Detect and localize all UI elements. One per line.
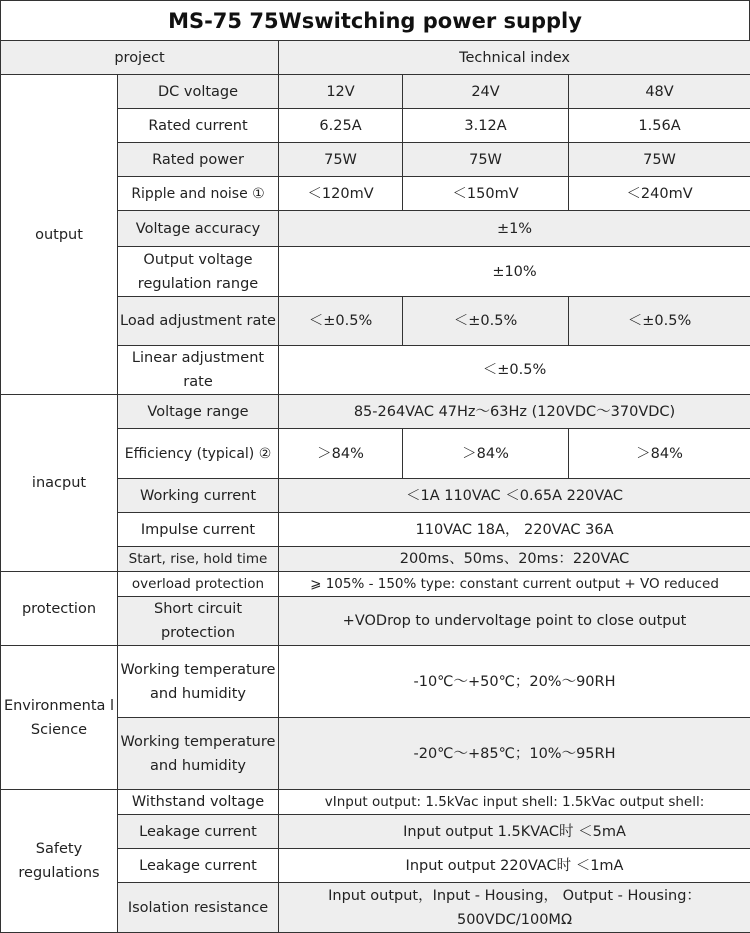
value-cell: ＜150mV bbox=[403, 177, 569, 211]
spec-table bbox=[0, 40, 750, 933]
row-label-impulse-current: Impulse current bbox=[118, 513, 279, 547]
row-label-storage-temp-humidity: Working temperature and humidity bbox=[118, 718, 279, 790]
table-row bbox=[1, 790, 750, 815]
value-cell: 75W bbox=[569, 143, 750, 177]
value-cell: vInput output: 1.5kVac input shell: 1.5kVac output shell: bbox=[279, 790, 750, 815]
value-cell: Input output 1.5KVAC时 ＜5mA bbox=[279, 815, 750, 849]
section-safety: Safety regulations bbox=[1, 790, 118, 933]
value-cell: 75W bbox=[279, 143, 403, 177]
row-label-temp-humidity: Working temperature and humidity bbox=[118, 646, 279, 718]
value-cell: 1.56A bbox=[569, 109, 750, 143]
value-cell: ＜±0.5% bbox=[403, 297, 569, 346]
row-label-efficiency: Efficiency (typical) ② bbox=[118, 429, 279, 479]
value-cell: 6.25A bbox=[279, 109, 403, 143]
section-input: inacput bbox=[1, 395, 118, 572]
section-output: output bbox=[1, 75, 118, 395]
value-cell: ＜±0.5% bbox=[279, 297, 403, 346]
row-label-regulation-range: Output voltage regulation range bbox=[118, 247, 279, 297]
header-technical-index: Technical index bbox=[279, 41, 750, 75]
row-label-leakage-current: Leakage current bbox=[118, 815, 279, 849]
value-cell: 12V bbox=[279, 75, 403, 109]
row-label-withstand-voltage: Withstand voltage bbox=[118, 790, 279, 815]
value-cell: 24V bbox=[403, 75, 569, 109]
value-cell: ⩾ 105% - 150% type: constant current output + VO reduced bbox=[279, 572, 750, 597]
value-cell: ＜120mV bbox=[279, 177, 403, 211]
value-cell: Input output 220VAC时 ＜1mA bbox=[279, 849, 750, 883]
value-cell: 85-264VAC 47Hz～63Hz (120VDC～370VDC) bbox=[279, 395, 750, 429]
value-cell: ＞84% bbox=[279, 429, 403, 479]
row-label-overload: overload protection bbox=[118, 572, 279, 597]
value-cell: Input output，Input - Housing， Output - Housing：500VDC/100MΩ bbox=[279, 883, 750, 933]
table-row bbox=[1, 395, 750, 429]
row-label-isolation-resistance: Isolation resistance bbox=[118, 883, 279, 933]
value-cell: ＜±0.5% bbox=[569, 297, 750, 346]
value-cell: -20℃～+85℃；10%～95RH bbox=[279, 718, 750, 790]
value-cell: ＞84% bbox=[403, 429, 569, 479]
page-title: MS-75 75Wswitching power supply bbox=[0, 0, 750, 40]
value-cell: 75W bbox=[403, 143, 569, 177]
table-row bbox=[1, 75, 750, 109]
value-cell: ＜1A 110VAC ＜0.65A 220VAC bbox=[279, 479, 750, 513]
row-label-dc-voltage: DC voltage bbox=[118, 75, 279, 109]
row-label-start-rise-hold: Start, rise, hold time bbox=[118, 547, 279, 572]
table-row bbox=[1, 572, 750, 597]
row-label-linear-adjustment: Linear adjustment rate bbox=[118, 346, 279, 395]
value-cell: -10℃～+50℃；20%～90RH bbox=[279, 646, 750, 718]
value-cell: 48V bbox=[569, 75, 750, 109]
value-cell: ±1% bbox=[279, 211, 750, 247]
row-label-voltage-range: Voltage range bbox=[118, 395, 279, 429]
row-label-voltage-accuracy: Voltage accuracy bbox=[118, 211, 279, 247]
row-label-load-adjustment: Load adjustment rate bbox=[118, 297, 279, 346]
value-cell: ＜±0.5% bbox=[279, 346, 750, 395]
row-label-ripple-noise: Ripple and noise ① bbox=[118, 177, 279, 211]
table-row bbox=[1, 646, 750, 718]
row-label-leakage-current-2: Leakage current bbox=[118, 849, 279, 883]
value-cell: +VODrop to undervoltage point to close output bbox=[279, 597, 750, 646]
row-label-short-circuit: Short circuit protection bbox=[118, 597, 279, 646]
value-cell: 110VAC 18A， 220VAC 36A bbox=[279, 513, 750, 547]
value-cell: ＞84% bbox=[569, 429, 750, 479]
row-label-working-current: Working current bbox=[118, 479, 279, 513]
section-environment: Environmenta l Science bbox=[1, 646, 118, 790]
value-cell: 3.12A bbox=[403, 109, 569, 143]
value-cell: ±10% bbox=[279, 247, 750, 297]
row-label-rated-power: Rated power bbox=[118, 143, 279, 177]
value-cell: 200ms、50ms、20ms：220VAC bbox=[279, 547, 750, 572]
table-header-row bbox=[1, 41, 750, 75]
section-protection: protection bbox=[1, 572, 118, 646]
header-project: project bbox=[1, 41, 279, 75]
row-label-rated-current: Rated current bbox=[118, 109, 279, 143]
value-cell: ＜240mV bbox=[569, 177, 750, 211]
